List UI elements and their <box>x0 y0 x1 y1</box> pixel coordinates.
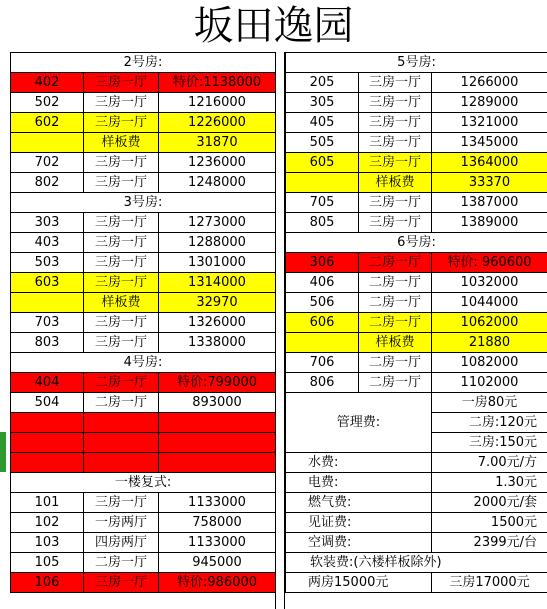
room-price: 1044000 <box>432 293 547 313</box>
right-price-table <box>285 52 547 593</box>
management-fee-value: 二房:120元 <box>432 413 547 433</box>
room-type: 四房两厅 <box>84 533 159 553</box>
room-number: 805 <box>286 213 359 233</box>
section-header: 5号房: <box>286 53 547 73</box>
room-price: 1288000 <box>159 233 276 253</box>
room-type: 二房一厅 <box>359 373 432 393</box>
room-price: 特价:986000 <box>159 573 276 593</box>
room-number: 306 <box>286 253 359 273</box>
table-row <box>11 173 276 193</box>
table-row <box>286 213 547 233</box>
room-price: 1032000 <box>432 273 547 293</box>
room-type: 三房一厅 <box>359 193 432 213</box>
management-fee-row <box>286 393 547 413</box>
decoration-fee-row <box>286 553 547 573</box>
sample-fee-value: 31870 <box>159 133 276 153</box>
room-price: 1133000 <box>159 533 276 553</box>
room-number: 606 <box>286 313 359 333</box>
management-fee-value: 一房80元 <box>432 393 547 413</box>
room-type: 三房一厅 <box>359 213 432 233</box>
room-number: 402 <box>11 73 84 93</box>
table-row <box>286 333 547 353</box>
table-row <box>11 333 276 353</box>
room-price: 1082000 <box>432 353 547 373</box>
room-type: 二房一厅 <box>359 313 432 333</box>
room-type: 二房一厅 <box>359 253 432 273</box>
fee-value: 1.30元 <box>432 473 547 493</box>
fee-label: 水费: <box>286 453 432 473</box>
table-row <box>11 553 276 573</box>
room-price: 特价: 960600 <box>432 253 547 273</box>
table-row <box>286 153 547 173</box>
table-row <box>11 213 276 233</box>
sample-fee-label: 样板费 <box>84 133 159 153</box>
room-type <box>84 433 159 453</box>
room-price: 1301000 <box>159 253 276 273</box>
table-row <box>11 153 276 173</box>
sample-fee-value: 32970 <box>159 293 276 313</box>
room-price: 1321000 <box>432 113 547 133</box>
empty-cell <box>11 293 84 313</box>
fee-row <box>286 473 547 493</box>
fee-row <box>286 533 547 553</box>
table-row <box>11 293 276 313</box>
table-row <box>11 453 276 473</box>
room-number <box>11 433 84 453</box>
table-row <box>286 273 547 293</box>
room-price: 1314000 <box>159 273 276 293</box>
room-type: 三房一厅 <box>84 213 159 233</box>
section-header-row <box>286 53 547 73</box>
table-row <box>11 413 276 433</box>
sample-fee-label: 样板费 <box>84 293 159 313</box>
table-row <box>286 253 547 273</box>
room-type: 一房两厅 <box>84 513 159 533</box>
room-type: 三房一厅 <box>359 93 432 113</box>
fee-value: 2399元/台 <box>432 533 547 553</box>
table-row <box>11 573 276 593</box>
room-number: 703 <box>11 313 84 333</box>
fee-row <box>286 513 547 533</box>
room-type: 三房一厅 <box>84 253 159 273</box>
table-row <box>286 293 547 313</box>
room-number: 103 <box>11 533 84 553</box>
column-divider <box>275 52 285 609</box>
table-row <box>11 493 276 513</box>
room-number: 106 <box>11 573 84 593</box>
room-type: 三房一厅 <box>84 173 159 193</box>
room-number: 702 <box>11 153 84 173</box>
room-number: 105 <box>11 553 84 573</box>
decoration-fee-cell <box>286 553 547 573</box>
room-price: 1273000 <box>159 213 276 233</box>
room-number: 205 <box>286 73 359 93</box>
room-price: 特价:1138000 <box>159 73 276 93</box>
decoration-fee-note: (六楼样板除外) <box>353 555 442 570</box>
room-number: 505 <box>286 133 359 153</box>
table-row <box>11 133 276 153</box>
table-row <box>11 113 276 133</box>
room-number: 305 <box>286 93 359 113</box>
room-type: 三房一厅 <box>84 493 159 513</box>
room-number: 705 <box>286 193 359 213</box>
fee-value: 7.00元/方 <box>432 453 547 473</box>
room-price: 1216000 <box>159 93 276 113</box>
table-row <box>11 373 276 393</box>
room-number: 803 <box>11 333 84 353</box>
room-number: 405 <box>286 113 359 133</box>
room-price: 893000 <box>159 393 276 413</box>
section-header: 一楼复式: <box>11 473 276 493</box>
room-number <box>11 413 84 433</box>
management-fee-label: 管理费: <box>286 393 432 453</box>
room-price: 1062000 <box>432 313 547 333</box>
room-number <box>11 453 84 473</box>
sample-fee-value: 33370 <box>432 173 547 193</box>
room-type: 二房一厅 <box>84 553 159 573</box>
page-title: 坂田逸园 <box>193 3 354 49</box>
fee-label: 电费: <box>286 473 432 493</box>
room-price: 1266000 <box>432 73 547 93</box>
room-type: 二房一厅 <box>359 273 432 293</box>
room-number: 506 <box>286 293 359 313</box>
room-number: 706 <box>286 353 359 373</box>
room-price <box>159 433 276 453</box>
table-row <box>11 73 276 93</box>
room-price: 1236000 <box>159 153 276 173</box>
room-type: 三房一厅 <box>84 333 159 353</box>
row-marker <box>0 432 6 452</box>
section-header-row <box>11 53 276 73</box>
table-row <box>11 313 276 333</box>
table-row <box>286 313 547 333</box>
room-price: 1226000 <box>159 113 276 133</box>
sample-fee-label: 样板费 <box>359 173 432 193</box>
room-price: 1389000 <box>432 213 547 233</box>
fee-row <box>286 493 547 513</box>
room-type: 三房一厅 <box>359 153 432 173</box>
room-price: 1387000 <box>432 193 547 213</box>
table-row <box>286 73 547 93</box>
table-row <box>286 353 547 373</box>
table-row <box>11 93 276 113</box>
left-price-table <box>10 52 276 593</box>
room-price: 945000 <box>159 553 276 573</box>
room-price <box>159 413 276 433</box>
room-type: 三房一厅 <box>359 113 432 133</box>
room-number: 406 <box>286 273 359 293</box>
decoration-two-room: 两房15000元 <box>286 573 432 593</box>
room-type: 三房一厅 <box>84 573 159 593</box>
fee-value: 1500元 <box>432 513 547 533</box>
table-row <box>11 233 276 253</box>
fee-value: 2000元/套 <box>432 493 547 513</box>
fee-label: 见证费: <box>286 513 432 533</box>
empty-cell <box>286 173 359 193</box>
room-price: 1364000 <box>432 153 547 173</box>
room-type <box>84 453 159 473</box>
decoration-fee-label: 软装费: <box>310 555 354 570</box>
section-header: 4号房: <box>11 353 276 373</box>
room-price: 1248000 <box>159 173 276 193</box>
room-number: 806 <box>286 373 359 393</box>
room-price: 1338000 <box>159 333 276 353</box>
table-row <box>11 393 276 413</box>
room-price: 1289000 <box>432 93 547 113</box>
room-number: 603 <box>11 273 84 293</box>
room-type: 二房一厅 <box>359 293 432 313</box>
empty-cell <box>11 133 84 153</box>
section-header-row <box>11 193 276 213</box>
room-price: 1133000 <box>159 493 276 513</box>
room-price: 1345000 <box>432 133 547 153</box>
room-number: 605 <box>286 153 359 173</box>
decoration-price-row <box>286 573 547 593</box>
room-number: 802 <box>11 173 84 193</box>
room-type: 三房一厅 <box>359 133 432 153</box>
sample-fee-label: 样板费 <box>359 333 432 353</box>
table-row <box>11 513 276 533</box>
table-row <box>11 253 276 273</box>
fee-label: 空调费: <box>286 533 432 553</box>
section-header: 6号房: <box>286 233 547 253</box>
table-row <box>286 93 547 113</box>
table-row <box>286 133 547 153</box>
row-marker <box>0 452 6 472</box>
room-number: 403 <box>11 233 84 253</box>
fee-row <box>286 453 547 473</box>
table-row <box>286 173 547 193</box>
room-number: 504 <box>11 393 84 413</box>
room-type: 三房一厅 <box>84 113 159 133</box>
room-number: 101 <box>11 493 84 513</box>
section-header-row <box>286 233 547 253</box>
decoration-three-room: 三房17000元 <box>432 573 547 593</box>
room-number: 102 <box>11 513 84 533</box>
room-type <box>84 413 159 433</box>
table-row <box>286 193 547 213</box>
room-type: 三房一厅 <box>84 93 159 113</box>
room-number: 502 <box>11 93 84 113</box>
sample-fee-value: 21880 <box>432 333 547 353</box>
section-header-row <box>11 353 276 373</box>
room-type: 三房一厅 <box>84 313 159 333</box>
section-header: 2号房: <box>11 53 276 73</box>
room-number: 404 <box>11 373 84 393</box>
table-row <box>11 533 276 553</box>
room-number: 503 <box>11 253 84 273</box>
table-row <box>11 273 276 293</box>
section-header: 3号房: <box>11 193 276 213</box>
table-row <box>11 433 276 453</box>
room-price: 1326000 <box>159 313 276 333</box>
room-type: 二房一厅 <box>84 373 159 393</box>
room-price: 758000 <box>159 513 276 533</box>
room-number: 602 <box>11 113 84 133</box>
room-price <box>159 453 276 473</box>
room-price: 特价:799000 <box>159 373 276 393</box>
management-fee-value: 三房:150元 <box>432 433 547 453</box>
fee-label: 燃气费: <box>286 493 432 513</box>
room-type: 二房一厅 <box>359 353 432 373</box>
room-number: 303 <box>11 213 84 233</box>
room-type: 三房一厅 <box>84 73 159 93</box>
room-type: 二房一厅 <box>84 393 159 413</box>
room-price: 1102000 <box>432 373 547 393</box>
room-type: 三房一厅 <box>359 73 432 93</box>
table-row <box>286 373 547 393</box>
room-type: 三房一厅 <box>84 273 159 293</box>
room-type: 三房一厅 <box>84 153 159 173</box>
empty-cell <box>286 333 359 353</box>
table-row <box>286 113 547 133</box>
section-header-row <box>11 473 276 493</box>
room-type: 三房一厅 <box>84 233 159 253</box>
